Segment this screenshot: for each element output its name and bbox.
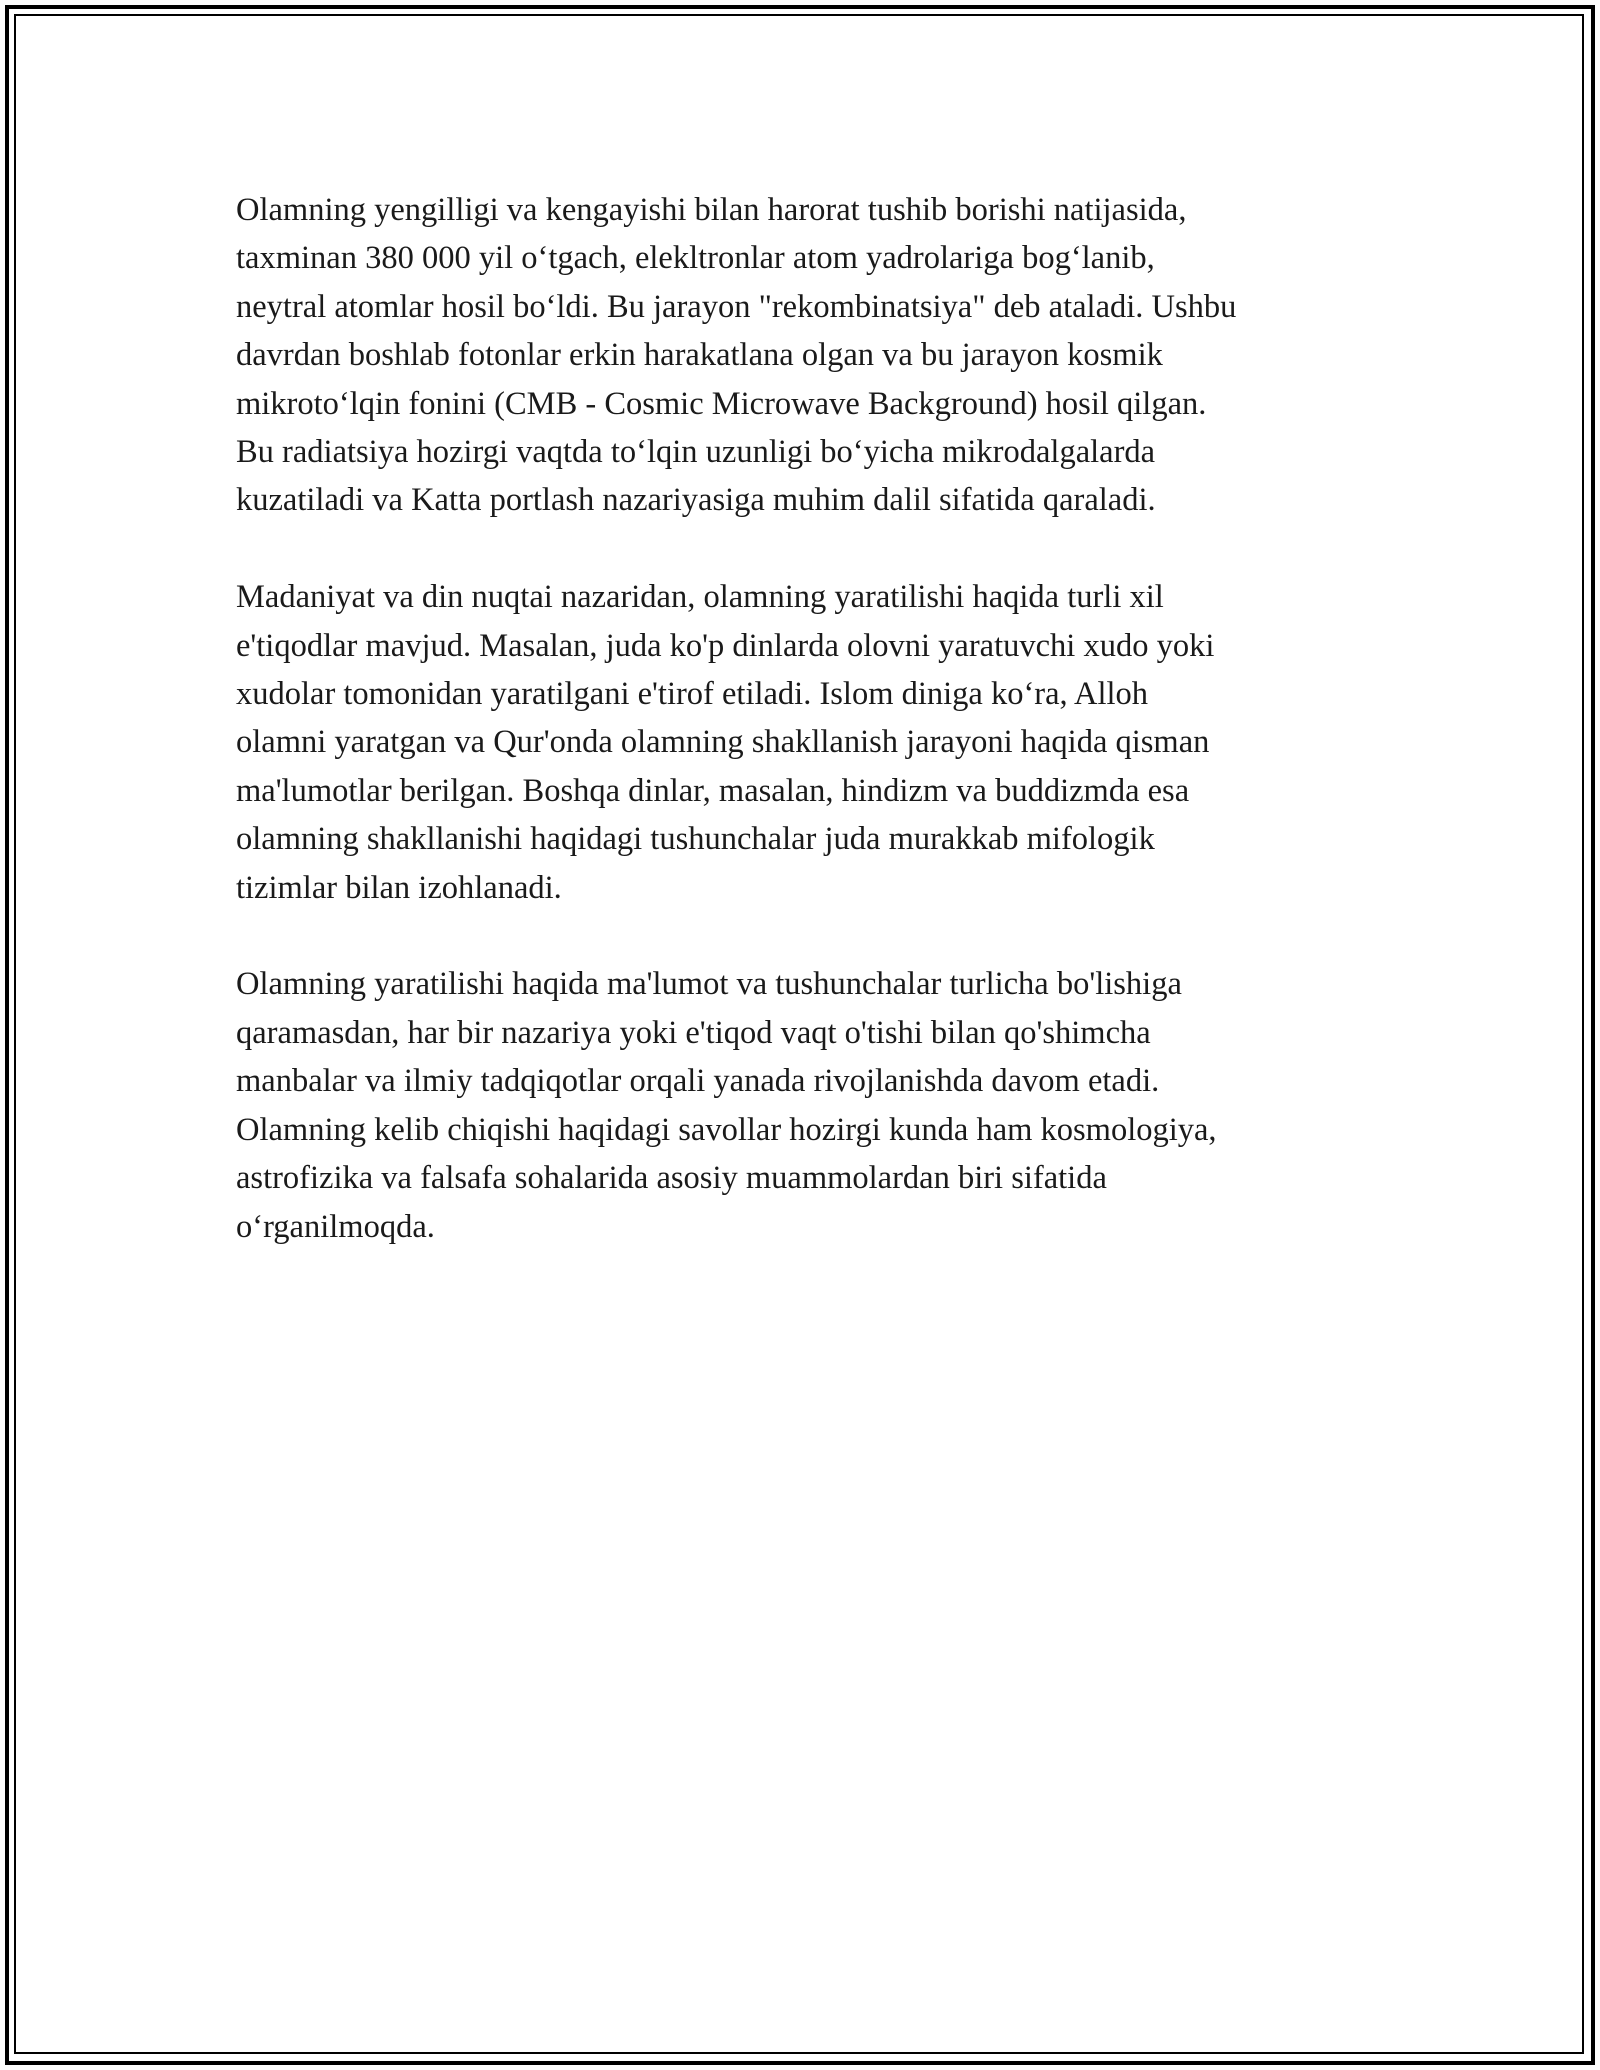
text-line: e'tiqodlar mavjud. Masalan, juda ko'p dinlarda olovni yaratuvchi xudo yoki [236, 627, 1215, 664]
paragraph-conclusion [236, 960, 1376, 1250]
text-line: taxminan 380 000 yil oʻtgach, elekltronlar atom yadrolariga bogʻlanib, [236, 240, 1155, 277]
text-line: xudolar tomonidan yaratilgani e'tirof etiladi. Islom diniga koʻra, Alloh [236, 676, 1149, 713]
text-line: Bu radiatsiya hozirgi vaqtda toʻlqin uzunligi boʻyicha mikrodalgalarda [236, 434, 1156, 471]
text-line: qaramasdan, har bir nazariya yoki e'tiqod vaqt o'tishi bilan qo'shimcha [236, 1014, 1151, 1051]
text-line: olamni yaratgan va Qur'onda olamning shakllanish jarayoni haqida qisman [236, 724, 1210, 761]
text-line: manbalar va ilmiy tadqiqotlar orqali yanada rivojlanishda davom etadi. [236, 1063, 1160, 1100]
text-line: olamning shakllanishi haqidagi tushunchalar juda murakkab mifologik [236, 821, 1155, 858]
text-line: Madaniyat va din nuqtai nazaridan, olamning yaratilishi haqida turli xil [236, 579, 1164, 616]
text-line: neytral atomlar hosil boʻldi. Bu jarayon "rekombinatsiya" deb ataladi. Ushbu [236, 288, 1237, 325]
document-body [236, 186, 1376, 1299]
text-line: oʻrganilmoqda. [236, 1208, 435, 1245]
paragraph-recombination [236, 186, 1376, 525]
text-line: mikrotoʻlqin fonini (CMB - Cosmic Microwave Background) hosil qilgan. [236, 385, 1207, 422]
text-line: ma'lumotlar berilgan. Boshqa dinlar, masalan, hindizm va buddizmda esa [236, 772, 1190, 809]
text-line: kuzatiladi va Katta portlash nazariyasiga muhim dalil sifatida qaraladi. [236, 482, 1156, 519]
text-line: tizimlar bilan izohlanadi. [236, 869, 562, 906]
paragraph-culture-religion [236, 573, 1376, 912]
text-line: davrdan boshlab fotonlar erkin harakatlana olgan va bu jarayon kosmik [236, 337, 1163, 374]
text-line: astrofizika va falsafa sohalarida asosiy muammolardan biri sifatida [236, 1160, 1107, 1197]
text-line: Olamning yaratilishi haqida ma'lumot va tushunchalar turlicha bo'lishiga [236, 966, 1182, 1003]
text-line: Olamning yengilligi va kengayishi bilan harorat tushib borishi natijasida, [236, 192, 1187, 228]
text-line: Olamning kelib chiqishi haqidagi savollar hozirgi kunda ham kosmologiya, [236, 1111, 1217, 1148]
